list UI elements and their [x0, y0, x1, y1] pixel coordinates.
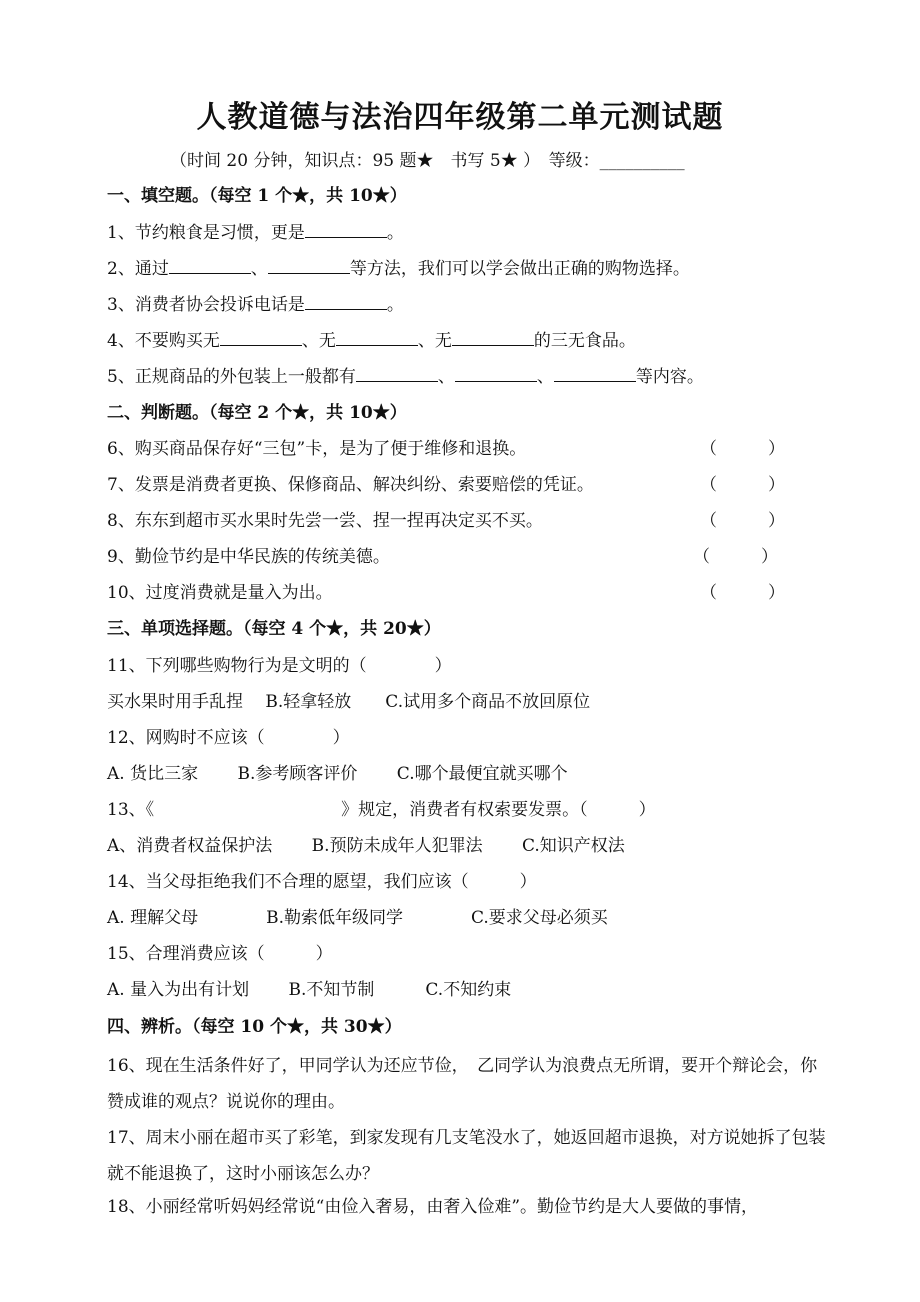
question-15-options: A. 量入为出有计划 B.不知节制 C.不知约束: [107, 980, 512, 1000]
section-analysis-heading: 四、辨析。（每空 10 个★，共 30★）: [107, 1017, 402, 1037]
answer-parentheses: （ ）: [700, 583, 785, 603]
question-12-options: A. 货比三家 B.参考顾客评价 C.哪个最便宜就买哪个: [107, 764, 568, 784]
question-15: 15、合理消费应该（ ）: [107, 944, 333, 964]
question-9: 9、勤俭节约是中华民族的传统美德。: [107, 547, 390, 567]
exam-info: [170, 146, 685, 171]
question-12: 12、网购时不应该（ ）: [107, 728, 350, 748]
question-14: 14、当父母拒绝我们不合理的愿望，我们应该（ ）: [107, 872, 537, 892]
question-18: 18、小丽经常听妈妈经常说“由俭入奢易，由奢入俭难”。勤俭节约是大人要做的事情，: [107, 1197, 759, 1217]
answer-blank: [305, 220, 387, 238]
question-1: 1、节约粮食是习惯，更是 。: [107, 218, 404, 243]
question-4: 4、不要购买无 、无 、无 的三无食品。: [107, 326, 636, 351]
question-3: 3、消费者协会投诉电话是 。: [107, 290, 404, 315]
question-16: 16、现在生活条件好了，甲同学认为还应节俭， 乙同学认为浪费点无所谓，要开个辩论会，你赞成谁的观点？说说你的理由。: [107, 1056, 818, 1112]
question-17: 17、周末小丽在超市买了彩笔，到家发现有几支笔没水了，她返回超市退换，对方说她拆了包装就不能退换了，这时小丽该怎么办？: [107, 1128, 826, 1184]
question-14-options: A. 理解父母 B.勒索低年级同学 C.要求父母必须买: [107, 908, 608, 928]
answer-blank: [305, 292, 387, 310]
answer-blank: [356, 364, 438, 382]
answer-blank: [220, 328, 302, 346]
grade-blank: __________: [599, 151, 685, 171]
question-13: 13、《 》规定，消费者有权索要发票。（ ）: [107, 800, 656, 820]
section-judge-heading: 二、判断题。（每空 2 个★，共 10★）: [107, 403, 407, 423]
answer-blank: [268, 256, 350, 274]
answer-blank: [554, 364, 636, 382]
question-11: 11、下列哪些购物行为是文明的（ ）: [107, 656, 452, 676]
page-title: 人教道德与法治四年级第二单元测试题: [196, 100, 724, 135]
question-6: 6、购买商品保存好“三包”卡，是为了便于维修和退换。: [107, 439, 527, 459]
question-5: 5、正规商品的外包装上一般都有 、 、 等内容。: [107, 362, 704, 387]
question-2: 2、通过 、 等方法，我们可以学会做出正确的购物选择。: [107, 254, 690, 279]
answer-blank: [336, 328, 418, 346]
question-13-options: A、消费者权益保护法 B.预防未成年人犯罪法 C.知识产权法: [107, 836, 625, 856]
answer-parentheses: （ ）: [700, 439, 785, 459]
question-8: 8、东东到超市买水果时先尝一尝、捏一捏再决定买不买。: [107, 511, 543, 531]
answer-parentheses: （ ）: [693, 547, 778, 567]
section-choice-heading: 三、单项选择题。（每空 4 个★，共 20★）: [107, 619, 441, 639]
answer-blank: [169, 256, 251, 274]
question-11-options: 买水果时用手乱捏 B.轻拿轻放 C.试用多个商品不放回原位: [107, 692, 591, 712]
question-7: 7、发票是消费者更换、保修商品、解决纠纷、索要赔偿的凭证。: [107, 475, 594, 495]
question-10: 10、过度消费就是量入为出。: [107, 583, 333, 603]
section-fill-heading: 一、填空题。（每空 1 个★，共 10★）: [107, 186, 407, 206]
answer-parentheses: （ ）: [700, 475, 785, 495]
answer-parentheses: （ ）: [700, 511, 785, 531]
answer-blank: [452, 328, 534, 346]
answer-blank: [455, 364, 537, 382]
exam-info-text: （时间 20 分钟，知识点：95 题★ 书写 5★ ） 等级：: [170, 151, 600, 171]
